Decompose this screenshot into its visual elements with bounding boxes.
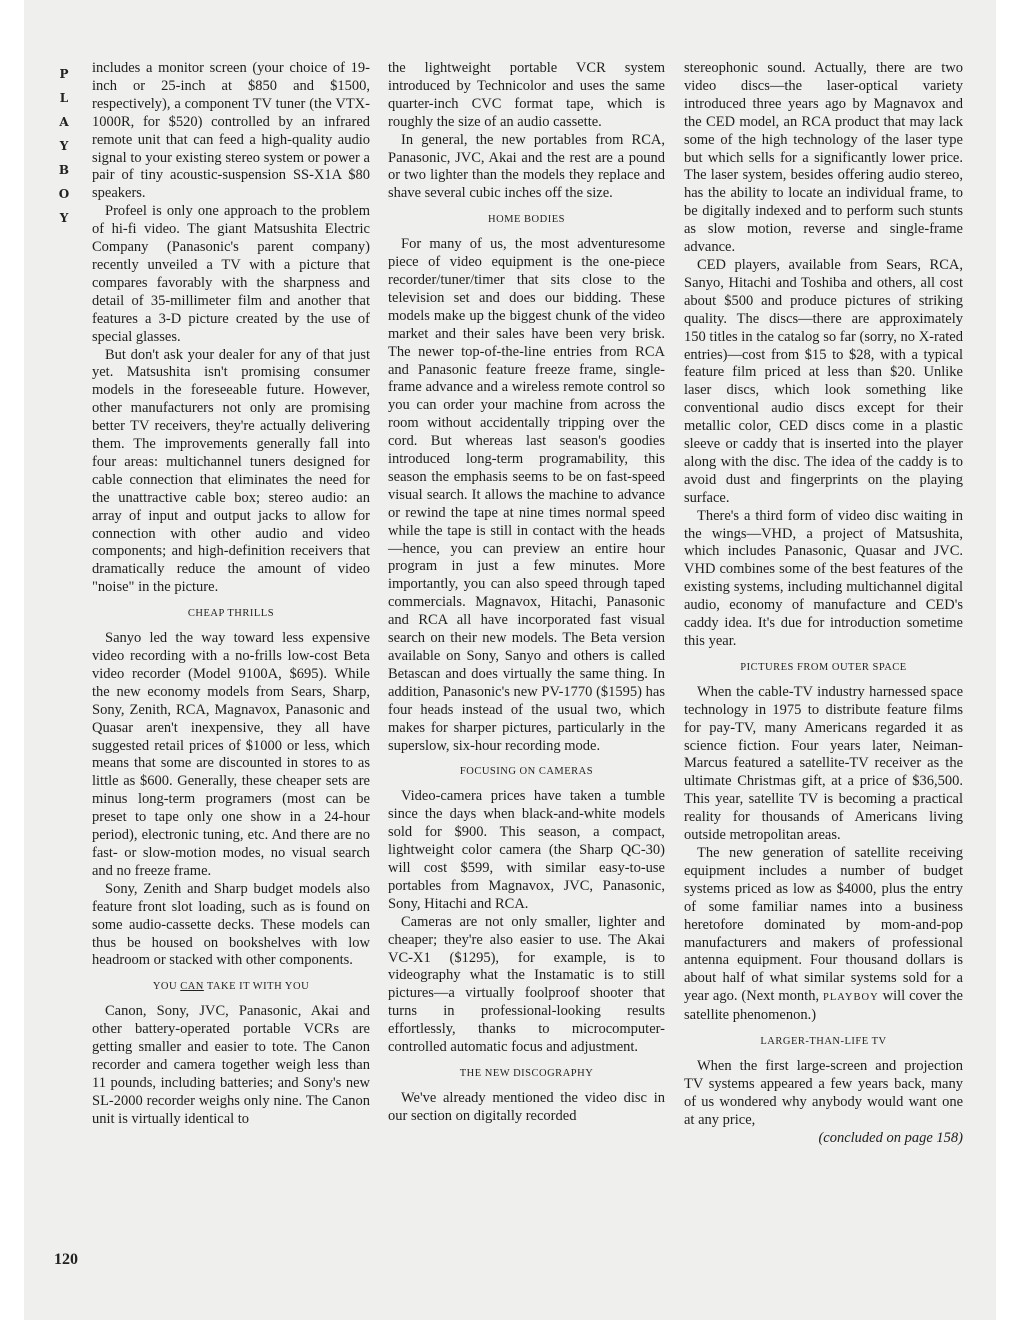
section-heading-focusing-on-cameras: FOCUSING ON CAMERAS (459, 766, 594, 778)
section-heading-new-discography: THE NEW DISCOGRAPHY (459, 1067, 594, 1079)
paragraph: includes a monitor screen (your choice of 19-inch or 25-inch at $850 and $1500, respectively), a component TV tuner (the VTX-1000R, for $520) controlled by an infrared remote unit that can feed a high-quality audio signal to your existing stereo system or power a pair of tiny acoustic-suspension SS-X1A $80 speakers. (92, 60, 370, 202)
magazine-name-vertical (57, 62, 71, 230)
paragraph: stereophonic sound. Actually, there are two video discs—the laser-optical variety introduced three years ago by Magnavox and the CED model, an RCA product that may lack some of the high technology of the laser type but which sells for a significantly lower price. The laser system, besides offering audio stereo, has the ability to locate an individual frame, to be digitally indexed and to perform such stunts as slow motion, reverse and single-frame advance. (684, 60, 963, 256)
magazine-name-letter: L (59, 91, 69, 105)
paragraph: The new generation of satellite receiving equipment includes a number of budget systems priced as low as $4000, plus the entry of some familiar names into a business heretofore dominated by mom-and-pop manufacturers and makers of professional antenna equipment. Four thousand dollars is about half of what similar systems sold for a year ago. (Next month, PLAYBOY will cover the satellite phenomenon.) (684, 844, 963, 1024)
paragraph: Profeel is only one approach to the problem of hi-fi video. The giant Matsushita Electric Company (Panasonic's parent company) recently unveiled a TV with a picture that compares favorably with the sharpness and detail of 35-millimeter film and another that features a 3-D picture created by the use of special glasses. (92, 203, 370, 345)
section-heading-take-it-with-you: YOU CAN TAKE IT WITH YOU (152, 981, 310, 993)
magazine-name-letter: O (58, 187, 70, 201)
paragraph: When the first large-screen and projection TV systems appeared a few years back, many of us wondered why anybody would want one at any price, (684, 1057, 963, 1128)
continuation-note: (concluded on page 158) (818, 1129, 963, 1146)
section-heading-outer-space: PICTURES FROM OUTER SPACE (740, 661, 907, 673)
paragraph: Sanyo led the way toward less expensive video recording with a no-frills low-cost Beta video recorder (Model 9100A, $695). While the new economy models from Sears, Sharp, Sony, Zenith, RCA, Magnavox, Panasonic and Quasar aren't inexpensive, they all have suggested retail prices of $1000 or less, which means that some are discounted in stores to as little as $600. Generally, these cheaper sets are minus long-term programers (most can be preset to tape only one show in a 24-hour period), electronic tuning, etc. And there are no fast- or slow-motion modes, no visual search and no freeze frame. (92, 630, 370, 879)
paragraph: For many of us, the most adventuresome piece of video equipment is the one-piece recorder/tuner/timer that sits close to the television set and does our bidding. These models make up the biggest chunk of the video market and their sales have been very brisk. The newer top-of-the-line entries from RCA and Panasonic feature freeze frame, single-frame advance and a wireless remote control so you can order your machine from across the room without accidentally tripping over the cord. But whereas last season's goodies introduced long-term programability, this season the emphasis seems to be on fast-speed visual search. It allows the machine to advance or rewind the tape at nine times normal speed while the tape is still in contact with the heads—hence, you can preview an entire hour program in just a few minutes. More importantly, you can also speed through taped commercials. Magnavox, Hitachi, Panasonic and RCA all have incorporated fast visual search on their new models. The Beta version available on Sony, Sanyo and others is called Betascan and does virtually the same thing. In addition, Panasonic's new PV-1770 ($1595) has four heads instead of the usual two, which makes for sharper pictures, particularly in the superslow, six-hour recording mode. (388, 236, 665, 754)
paragraph: the lightweight portable VCR system introduced by Technicolor and uses the same quarter-inch CVC format tape, which is roughly the size of an audio cassette. (388, 60, 665, 130)
paragraph: Video-camera prices have taken a tumble since the days when black-and-white models sold for $900. This season, a compact, lightweight color camera (the Sharp QC-30) will cost $599, with similar easy-to-use portables from Magnavox, JVC, Panasonic, Sony, Hitachi and RCA. (388, 788, 665, 912)
paragraph: Cameras are not only smaller, lighter and cheaper; they're also easier to use. The Akai VC-X1 ($1295), for example, is to videography what the Instamatic is to still pictures—a virtually foolproof shooter that turns in professional-looking results effortlessly, thanks to microcomputer-controlled automatic focus and adjustment. (388, 913, 665, 1056)
magazine-name-letter: P (59, 67, 69, 81)
paragraph: Canon, Sony, JVC, Panasonic, Akai and other battery-operated portable VCRs are getting smaller and easier to tote. The Canon recorder and camera together weigh less than 11 pounds, including batteries; and Sony's new SL-2000 recorder weighs only nine. The Canon unit is virtually identical to (92, 1003, 370, 1127)
paragraph: When the cable-TV industry harnessed space technology in 1975 to distribute feature films for pay-TV, many Americans regarded it as science fiction. Four years later, Neiman-Marcus featured a satellite-TV receiver as the ultimate Christmas gift, at a price of $36,500. This year, satellite TV is becoming a practical reality for thousands of Americans living outside metropolitan areas. (684, 683, 963, 844)
paragraph: But don't ask your dealer for any of that just yet. Matsushita isn't promising consumer models in the foreseeable future. However, other manufacturers not only are promising better TV receivers, they're actually delivering them. The improvements generally fall into four areas: multichannel tuners designed for cable connection that eliminates the need for the unattractive cable box; stereo audio: an array of input and output jacks to allow for connection with other audio and video components; and high-definition receivers that dramatically reduce the amount of video "noise" in the picture. (92, 346, 370, 596)
magazine-name-letter: A (59, 115, 69, 129)
magazine-name-letter: Y (59, 139, 69, 153)
section-heading-cheap-thrills: CHEAP THRILLS (187, 608, 275, 620)
paragraph: CED players, available from Sears, RCA, Sanyo, Hitachi and Toshiba and others, all cost about $500 and produce pictures of striking quality. The discs—there are approximately 150 titles in the catalog so far (sorry, no X-rated entries)—cost from $15 to $28, with a typical feature film priced at less than $20. Unlike laser discs, which look something like conventional audio discs except for their metallic color, CED discs come in a plastic sleeve or caddy that is inserted into the player along with the disc. The idea of the caddy is to avoid dust and fingerprints on the playing surface. (684, 256, 963, 506)
paragraph: In general, the new portables from RCA, Panasonic, JVC, Akai and the rest are a pound or two lighter than the models they replace and shave several cubic inches off the size. (388, 131, 665, 202)
section-heading-home-bodies: HOME BODIES (488, 214, 565, 226)
column-2 (388, 60, 665, 1126)
column-3 (684, 60, 963, 1147)
page-number: 120 (54, 1251, 78, 1268)
magazine-page (24, 0, 996, 1320)
paragraph: Sony, Zenith and Sharp budget models also feature front slot loading, such as is found on some audio-cassette decks. These models can thus be housed on bookshelves with low headroom or stacked with other components. (92, 880, 370, 969)
column-1 (92, 60, 370, 1129)
magazine-name-letter: B (58, 163, 70, 177)
paragraph: There's a third form of video disc waiting in the wings—VHD, a project of Matsushita, which includes Panasonic, Quasar and JVC. VHD combines some of the best features of the existing systems, including multichannel digital audio, economy of manufacture and CED's caddy idea. It's due for introduction sometime this year. (684, 507, 963, 649)
magazine-name-letter: Y (59, 211, 69, 225)
paragraph: We've already mentioned the video disc in our section on digitally recorded (388, 1089, 665, 1124)
section-heading-larger-than-life: LARGER-THAN-LIFE TV (760, 1036, 887, 1048)
